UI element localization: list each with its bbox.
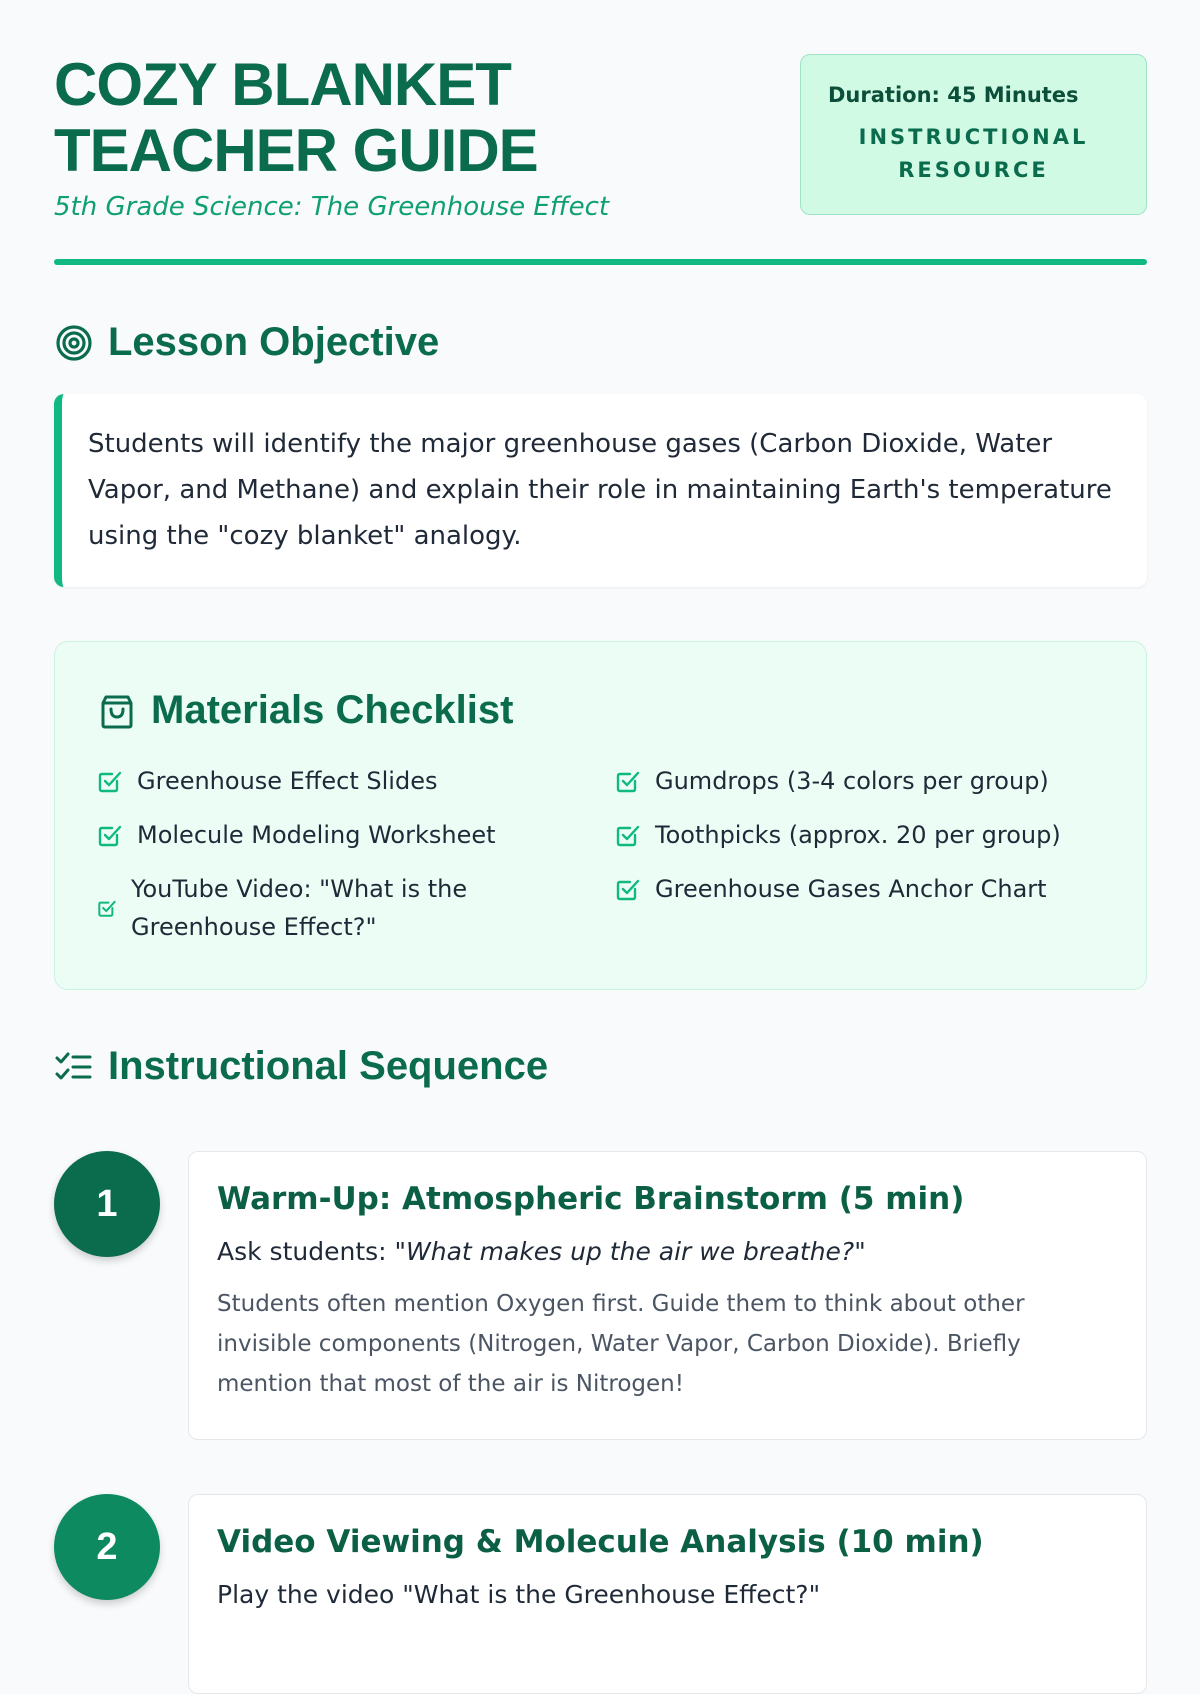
title-line-2: TEACHER GUIDE bbox=[54, 117, 538, 184]
material-item-label: Molecule Modeling Worksheet bbox=[137, 821, 496, 849]
step-number-badge bbox=[54, 1151, 160, 1257]
sequence-heading: Instructional Sequence bbox=[108, 1044, 549, 1088]
material-item-label: YouTube Video: "What is the Greenhouse Effect?" bbox=[131, 875, 468, 941]
title-line-1: COZY BLANKET bbox=[54, 51, 511, 118]
objective-heading-row bbox=[54, 320, 439, 365]
target-icon bbox=[54, 323, 94, 363]
page-title bbox=[54, 52, 694, 184]
checkbox-checked-icon bbox=[615, 876, 641, 902]
material-item[interactable] bbox=[97, 762, 577, 800]
objective-heading: Lesson Objective bbox=[108, 320, 440, 364]
objective-text: Students will identify the major greenhouse gases (Carbon Dioxide, Water Vapor, and Methane) and explain their role in maintaining Earth's temperature using the "cozy blanket" analogy. bbox=[88, 429, 1112, 551]
checkbox-checked-icon bbox=[97, 768, 123, 794]
material-item[interactable] bbox=[97, 816, 577, 854]
step-number-badge bbox=[54, 1494, 160, 1600]
page-subtitle: 5th Grade Science: The Greenhouse Effect bbox=[54, 192, 610, 222]
step-card bbox=[188, 1151, 1147, 1440]
resource-label: INSTRUCTIONAL RESOURCE bbox=[858, 125, 1089, 182]
sequence-heading-row bbox=[54, 1044, 548, 1089]
step-number: 2 bbox=[96, 1525, 118, 1568]
materials-column-left bbox=[97, 762, 577, 962]
material-item[interactable] bbox=[615, 816, 1095, 854]
resource-badge bbox=[800, 54, 1147, 215]
checkbox-checked-icon bbox=[615, 768, 641, 794]
step-prompt-quote: "What makes up the air we breathe?" bbox=[394, 1237, 866, 1266]
header-divider bbox=[54, 259, 1147, 265]
checkbox-checked-icon bbox=[615, 822, 641, 848]
material-item-label: Greenhouse Gases Anchor Chart bbox=[655, 875, 1047, 903]
step-note: Students often mention Oxygen first. Guide them to think about other invisible components (Nitrogen, Water Vapor, Carbon Dioxide). Briefly mention that most of the air is Nitrogen! bbox=[217, 1291, 1025, 1397]
step-prompt bbox=[217, 1234, 1118, 1270]
material-item[interactable] bbox=[97, 870, 577, 946]
step-prompt: Play the video "What is the Greenhouse Effect?" bbox=[217, 1580, 821, 1609]
material-item-label: Toothpicks (approx. 20 per group) bbox=[655, 821, 1061, 849]
step-title: Warm-Up: Atmospheric Brainstorm (5 min) bbox=[217, 1181, 965, 1217]
objective-card bbox=[54, 394, 1147, 587]
checkbox-checked-icon bbox=[97, 822, 123, 848]
header bbox=[54, 0, 1147, 270]
material-item-label: Gumdrops (3-4 colors per group) bbox=[655, 767, 1049, 795]
step-card bbox=[188, 1494, 1147, 1694]
materials-heading-row bbox=[97, 688, 513, 733]
teacher-guide-page bbox=[54, 0, 1147, 1609]
material-item-label: Greenhouse Effect Slides bbox=[137, 767, 438, 795]
materials-card bbox=[54, 641, 1147, 990]
material-item[interactable] bbox=[615, 762, 1095, 800]
checkbox-checked-icon bbox=[97, 898, 117, 918]
shopping-bag-icon bbox=[97, 691, 137, 731]
materials-column-right bbox=[615, 762, 1095, 924]
materials-heading: Materials Checklist bbox=[151, 688, 514, 732]
material-item[interactable] bbox=[615, 870, 1095, 908]
step-number: 1 bbox=[96, 1182, 118, 1225]
step-title: Video Viewing & Molecule Analysis (10 min) bbox=[217, 1524, 984, 1560]
duration-label: Duration: 45 Minutes bbox=[828, 83, 1079, 107]
list-checks-icon bbox=[54, 1047, 94, 1087]
step-prompt-label: Ask students: bbox=[217, 1237, 395, 1266]
